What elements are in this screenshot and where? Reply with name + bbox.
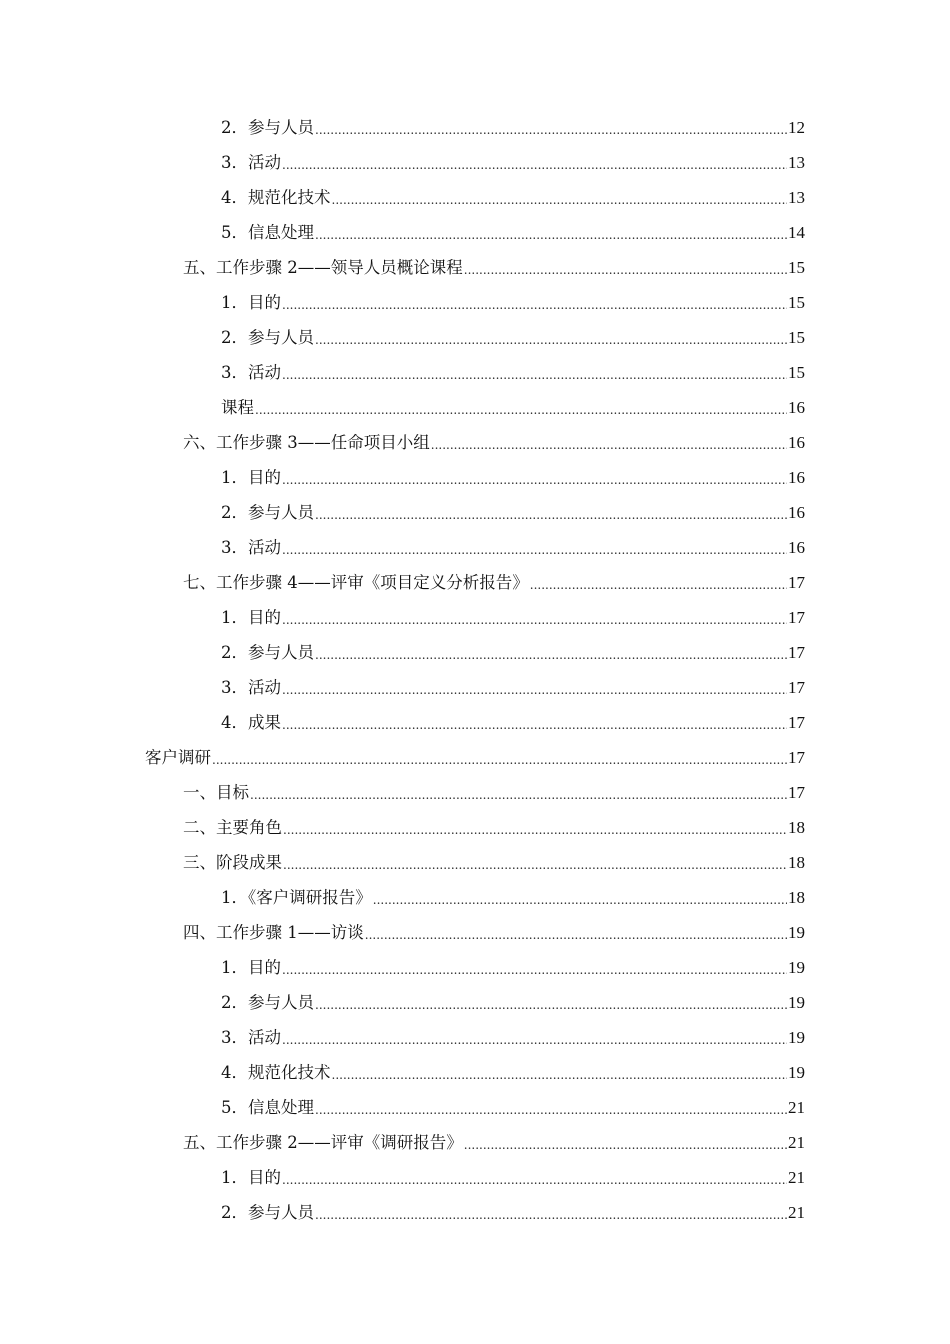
toc-entry[interactable] — [0, 1020, 805, 1055]
toc-entry-page-number: 13 — [788, 153, 805, 172]
toc-entry-page-number: 17 — [788, 748, 805, 767]
toc-entry[interactable] — [0, 635, 805, 670]
toc-entry[interactable] — [0, 145, 805, 180]
toc-entry[interactable] — [0, 950, 805, 985]
toc-entry-page-number: 17 — [788, 713, 805, 732]
toc-entry-title: 1．目的 — [221, 1168, 281, 1187]
toc-entry[interactable] — [0, 1195, 805, 1230]
toc-entry-title: 2．参与人员 — [221, 643, 314, 662]
toc-entry[interactable] — [0, 705, 805, 740]
toc-dot-leader — [282, 145, 787, 180]
toc-dot-leader — [282, 600, 787, 635]
toc-entry-page-number: 15 — [788, 293, 805, 312]
toc-dot-leader — [282, 530, 787, 565]
toc-entry[interactable] — [0, 1090, 805, 1125]
toc-entry[interactable] — [0, 530, 805, 565]
toc-dot-leader — [315, 495, 787, 530]
toc-entry[interactable] — [0, 250, 805, 285]
toc-entry-title: 3．活动 — [221, 363, 281, 382]
toc-entry-title: 3．活动 — [221, 538, 281, 557]
toc-entry-page-number: 15 — [788, 258, 805, 277]
toc-dot-leader — [282, 1020, 787, 1055]
toc-dot-leader — [212, 740, 787, 775]
toc-entry-title: 1．目的 — [221, 468, 281, 487]
toc-entry-page-number: 18 — [788, 818, 805, 837]
toc-entry-title: 七、工作步骤 4——评审《项目定义分析报告》 — [183, 573, 529, 592]
toc-entry[interactable] — [0, 740, 805, 775]
table-of-contents — [0, 110, 950, 1230]
toc-entry-page-number: 15 — [788, 328, 805, 347]
toc-entry-page-number: 14 — [788, 223, 805, 242]
toc-entry-page-number: 16 — [788, 468, 805, 487]
toc-entry-page-number: 17 — [788, 783, 805, 802]
toc-entry-title: 四、工作步骤 1——访谈 — [183, 923, 364, 942]
toc-entry-page-number: 12 — [788, 118, 805, 137]
toc-entry-page-number: 17 — [788, 573, 805, 592]
toc-dot-leader — [464, 250, 787, 285]
toc-dot-leader — [315, 1195, 787, 1230]
toc-entry-title: 2．参与人员 — [221, 1203, 314, 1222]
toc-entry-page-number: 15 — [788, 363, 805, 382]
toc-entry-page-number: 17 — [788, 608, 805, 627]
toc-dot-leader — [365, 915, 787, 950]
toc-entry[interactable] — [0, 110, 805, 145]
toc-entry-title: 五、工作步骤 2——领导人员概论课程 — [183, 258, 463, 277]
toc-entry-page-number: 16 — [788, 538, 805, 557]
toc-entry[interactable] — [0, 600, 805, 635]
toc-entry-page-number: 21 — [788, 1203, 805, 1222]
toc-dot-leader — [282, 1160, 787, 1195]
toc-dot-leader — [283, 845, 787, 880]
toc-dot-leader — [255, 390, 787, 425]
toc-entry[interactable] — [0, 285, 805, 320]
toc-entry-page-number: 21 — [788, 1133, 805, 1152]
toc-entry[interactable] — [0, 1055, 805, 1090]
toc-entry-title: 1．目的 — [221, 958, 281, 977]
toc-dot-leader — [250, 775, 787, 810]
toc-entry-page-number: 18 — [788, 888, 805, 907]
toc-dot-leader — [315, 110, 787, 145]
toc-entry[interactable] — [0, 670, 805, 705]
toc-entry[interactable] — [0, 845, 805, 880]
toc-entry[interactable] — [0, 460, 805, 495]
toc-entry[interactable] — [0, 495, 805, 530]
toc-entry-title: 客户调研 — [145, 748, 211, 767]
toc-entry-page-number: 16 — [788, 503, 805, 522]
toc-entry-page-number: 16 — [788, 433, 805, 452]
toc-entry-title: 3．活动 — [221, 678, 281, 697]
toc-entry[interactable] — [0, 775, 805, 810]
toc-entry-title: 4．规范化技术 — [221, 188, 331, 207]
toc-entry-title: 2．参与人员 — [221, 993, 314, 1012]
toc-entry-title: 一、目标 — [183, 783, 249, 802]
toc-entry-title: 1．《客户调研报告》 — [221, 888, 372, 907]
toc-entry-title: 2．参与人员 — [221, 503, 314, 522]
toc-entry-page-number: 21 — [788, 1168, 805, 1187]
toc-entry[interactable] — [0, 880, 805, 915]
toc-dot-leader — [315, 1090, 787, 1125]
toc-entry[interactable] — [0, 1125, 805, 1160]
toc-dot-leader — [431, 425, 787, 460]
toc-entry[interactable] — [0, 390, 805, 425]
toc-entry[interactable] — [0, 355, 805, 390]
toc-entry[interactable] — [0, 320, 805, 355]
toc-dot-leader — [373, 880, 787, 915]
toc-dot-leader — [530, 565, 787, 600]
toc-entry-page-number: 19 — [788, 1028, 805, 1047]
toc-entry-title: 4．成果 — [221, 713, 281, 732]
toc-entry[interactable] — [0, 215, 805, 250]
toc-dot-leader — [283, 810, 787, 845]
toc-dot-leader — [332, 1055, 788, 1090]
toc-dot-leader — [332, 180, 788, 215]
toc-entry[interactable] — [0, 985, 805, 1020]
toc-entry-page-number: 21 — [788, 1098, 805, 1117]
toc-entry-page-number: 19 — [788, 993, 805, 1012]
toc-entry-title: 3．活动 — [221, 153, 281, 172]
toc-entry-page-number: 19 — [788, 1063, 805, 1082]
toc-entry-title: 五、工作步骤 2——评审《调研报告》 — [183, 1133, 463, 1152]
toc-dot-leader — [282, 285, 787, 320]
toc-entry-title: 5．信息处理 — [221, 1098, 314, 1117]
toc-entry[interactable] — [0, 915, 805, 950]
toc-entry-title: 2．参与人员 — [221, 328, 314, 347]
toc-dot-leader — [282, 950, 787, 985]
toc-entry-title: 2．参与人员 — [221, 118, 314, 137]
toc-entry-title: 3．活动 — [221, 1028, 281, 1047]
toc-entry-title: 1．目的 — [221, 293, 281, 312]
toc-entry-title: 三、阶段成果 — [183, 853, 282, 872]
toc-dot-leader — [282, 705, 787, 740]
toc-dot-leader — [315, 320, 787, 355]
toc-entry-page-number: 13 — [788, 188, 805, 207]
toc-entry-title: 5．信息处理 — [221, 223, 314, 242]
toc-dot-leader — [315, 635, 787, 670]
toc-entry[interactable] — [0, 1160, 805, 1195]
toc-entry-page-number: 19 — [788, 958, 805, 977]
toc-entry[interactable] — [0, 565, 805, 600]
toc-entry[interactable] — [0, 810, 805, 845]
toc-entry[interactable] — [0, 180, 805, 215]
toc-dot-leader — [282, 670, 787, 705]
toc-entry-page-number: 17 — [788, 643, 805, 662]
toc-entry-title: 4．规范化技术 — [221, 1063, 331, 1082]
toc-dot-leader — [282, 355, 787, 390]
toc-entry-title: 1．目的 — [221, 608, 281, 627]
toc-dot-leader — [315, 215, 787, 250]
toc-dot-leader — [282, 460, 787, 495]
toc-entry-page-number: 18 — [788, 853, 805, 872]
toc-entry[interactable] — [0, 425, 805, 460]
toc-entry-page-number: 19 — [788, 923, 805, 942]
toc-entry-title: 六、工作步骤 3——任命项目小组 — [183, 433, 430, 452]
toc-entry-title: 课程 — [221, 398, 254, 417]
toc-entry-page-number: 17 — [788, 678, 805, 697]
toc-dot-leader — [315, 985, 787, 1020]
toc-dot-leader — [464, 1125, 787, 1160]
toc-entry-title: 二、主要角色 — [183, 818, 282, 837]
toc-entry-page-number: 16 — [788, 398, 805, 417]
